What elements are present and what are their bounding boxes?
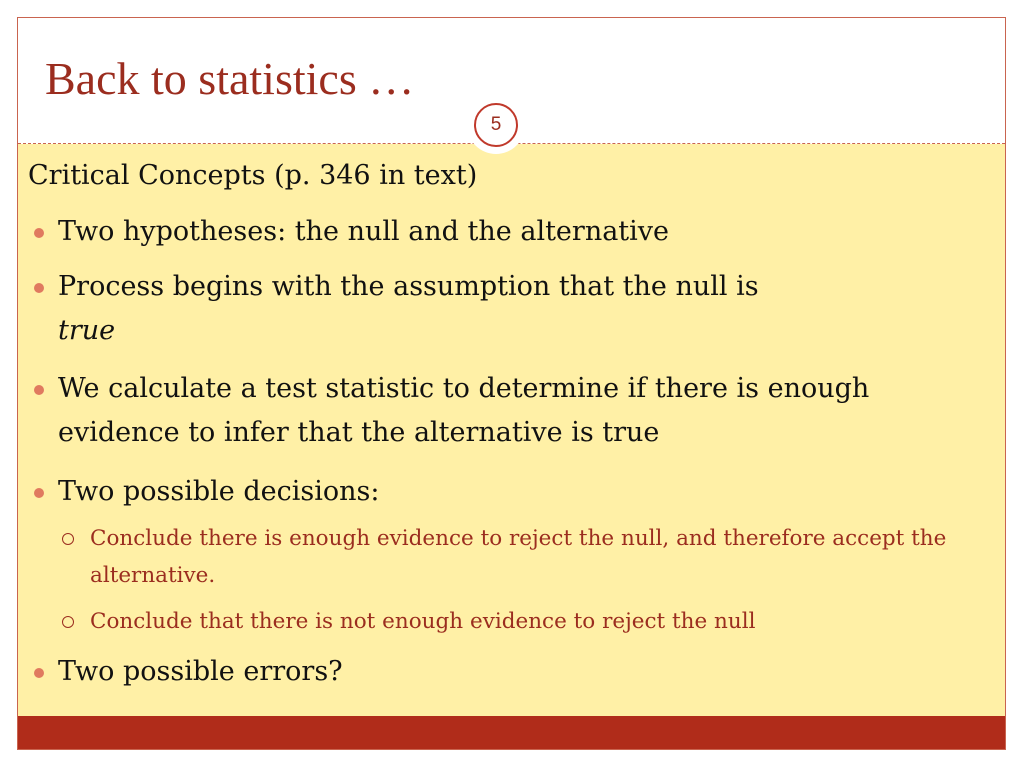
bullet-text: Two possible errors? — [58, 656, 343, 687]
hollow-circle-icon — [62, 533, 74, 545]
sub-bullet-text: Conclude that there is not enough evidence to reject the null — [90, 609, 756, 634]
bullet-dot-icon — [34, 668, 44, 678]
sub-bullet-item — [90, 603, 970, 640]
bullet-dot-icon — [34, 488, 44, 498]
bullet-dot-icon — [34, 283, 44, 293]
bullet-item — [58, 210, 958, 254]
bullet-text: Process begins with the assumption that the null is — [58, 271, 759, 302]
bullet-emphasis: true — [58, 315, 116, 346]
bullet-dot-icon — [34, 385, 44, 395]
bottom-accent-bar — [18, 716, 1005, 750]
hollow-circle-icon — [62, 616, 74, 628]
bullet-text: We calculate a test statistic to determine if there is enough evidence to infer that the alternative is true — [58, 373, 870, 448]
bullet-item — [58, 470, 958, 514]
slide-title: Back to statistics … — [45, 53, 415, 104]
sub-bullet-text: Conclude there is enough evidence to reject the null, and therefore accept the alternative. — [90, 526, 947, 588]
bullet-text: Two hypotheses: the null and the alternative — [58, 216, 670, 247]
slide-number: 5 — [474, 103, 518, 147]
sub-bullet-item — [90, 520, 970, 594]
bullet-item — [58, 650, 958, 694]
slide-number-badge — [467, 96, 525, 154]
bullet-item — [58, 265, 958, 353]
bullet-dot-icon — [34, 228, 44, 238]
bullet-item — [58, 367, 958, 455]
bullet-text: Two possible decisions: — [58, 476, 380, 507]
intro-heading: Critical Concepts (p. 346 in text) — [28, 160, 478, 191]
